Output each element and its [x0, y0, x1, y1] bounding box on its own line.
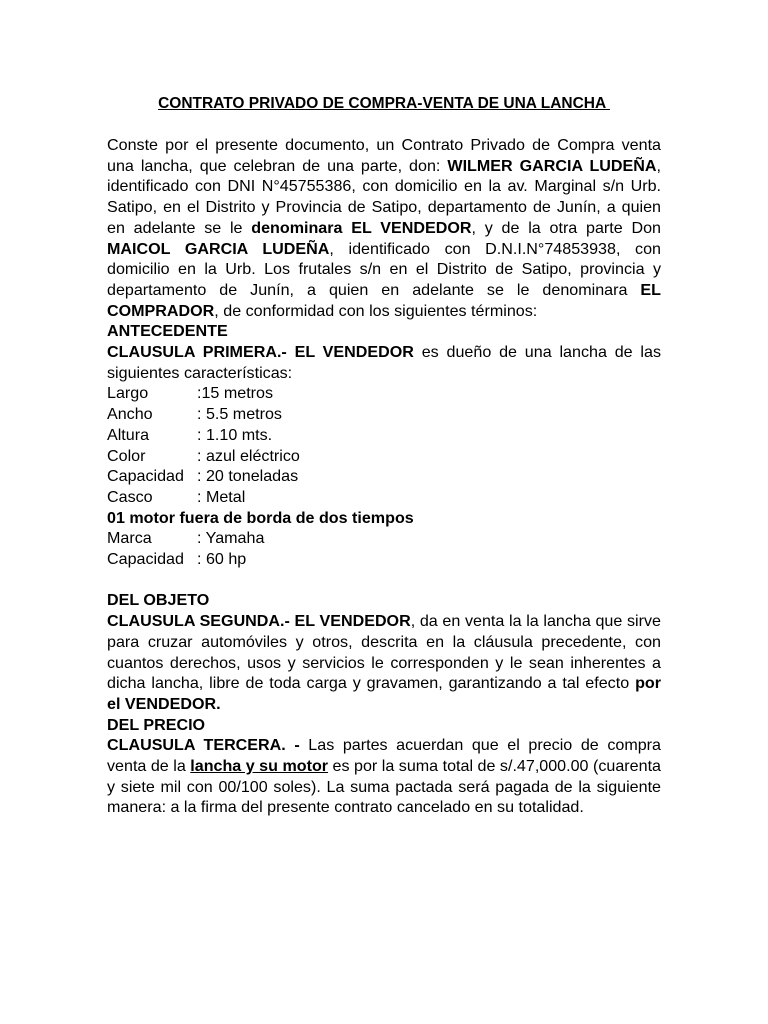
spec-value: : 1.10 mts. [197, 425, 273, 444]
blank-line [107, 570, 661, 591]
clause-segunda [107, 611, 661, 715]
clause-tercera-text-1: Las partes acuerdan que el precio de compra venta de la [107, 736, 661, 776]
spec-row [107, 466, 661, 487]
spec-value: : 60 hp [197, 550, 247, 569]
spec-row [107, 446, 661, 467]
spec-value: :15 metros [197, 384, 274, 403]
spec-row [107, 425, 661, 446]
intro-text-3: , y de la otra parte Don [471, 218, 661, 237]
clause-tercera-label: CLAUSULA TERCERA. - [107, 736, 300, 755]
motor-heading: 01 motor fuera de borda de dos tiempos [107, 508, 414, 527]
seller-name: WILMER GARCIA LUDEÑA [447, 156, 657, 175]
spec-key: Marca [107, 529, 152, 548]
spec-key: Capacidad [107, 550, 184, 569]
spec-value: : azul eléctrico [197, 446, 300, 465]
spec-row [107, 549, 661, 570]
spec-key: Capacidad [107, 467, 184, 486]
intro-text-4: , identificado con D.N.I.N°74853938, con domicilio en la Urb. Los frutales s/n en el Distrito de Satipo, provincia y departamento de Junín, a quien en adelante se le denominara [107, 239, 662, 299]
intro-text-1: Conste por el presente documento, un Contrato Privado de Compra venta una lancha, que celebran de una parte, don: [107, 136, 661, 175]
spec-value: : 5.5 metros [197, 405, 282, 424]
clause-tercera-text-2: es por la suma total de s/.47,000.00 (cuarenta y siete mil con 00/100 soles). La suma pactada será pagada de la siguiente manera: a la firma del presente contrato cancelado en su totalidad. [107, 757, 661, 817]
spec-value: : Metal [197, 487, 246, 506]
spec-row [107, 487, 661, 508]
clause-segunda-end: por el VENDEDOR. [107, 674, 661, 713]
clause-primera [107, 342, 661, 383]
boat-specs [107, 383, 661, 507]
clause-segunda-label: CLAUSULA SEGUNDA.- EL VENDEDOR [107, 612, 411, 631]
spec-key: Casco [107, 487, 153, 506]
clause-primera-text: es dueño de una lancha de las siguientes características: [107, 343, 661, 382]
spec-value: : Yamaha [197, 529, 265, 548]
spec-row [107, 528, 661, 549]
intro-text-2: , identificado con DNI N°45755386, con domicilio en la av. Marginal s/n Urb. Satipo, en el Distrito y Provincia de Satipo, departamento de Junín, a quien en adelante se le [107, 156, 661, 237]
buyer-name: MAICOL GARCIA LUDEÑA [107, 239, 330, 258]
spec-key: Color [107, 446, 146, 465]
intro-text-5: , de conformidad con los siguientes términos: [214, 301, 538, 320]
spec-value: : 20 toneladas [197, 467, 299, 486]
clause-segunda-text: , da en venta la la lancha que sirve para cruzar automóviles y otros, descrita en la cláusula precedente, con cuantos derechos, usos y servicios le corresponden y le sean inherentes a dicha lancha, libre de toda carga y gravamen, garantizando a tal efecto [107, 612, 661, 693]
spec-row [107, 404, 661, 425]
antecedente-heading: ANTECEDENTE [107, 322, 228, 341]
clause-tercera-underlined: lancha y su motor [190, 757, 329, 776]
motor-specs [107, 528, 661, 569]
precio-heading: DEL PRECIO [107, 715, 206, 734]
objeto-heading: DEL OBJETO [107, 591, 210, 610]
clause-primera-label: CLAUSULA PRIMERA.- EL VENDEDOR [107, 343, 414, 362]
spec-row [107, 383, 661, 404]
clause-tercera [107, 735, 661, 818]
document-title: CONTRATO PRIVADO DE COMPRA-VENTA DE UNA LANCHA [158, 95, 610, 112]
spec-key: Ancho [107, 405, 153, 424]
intro-paragraph [107, 135, 661, 321]
seller-role: denominara EL VENDEDOR [251, 218, 472, 237]
spec-key: Altura [107, 425, 150, 444]
spec-key: Largo [107, 384, 149, 403]
document-body [107, 135, 661, 818]
buyer-role: EL COMPRADOR [107, 280, 661, 320]
